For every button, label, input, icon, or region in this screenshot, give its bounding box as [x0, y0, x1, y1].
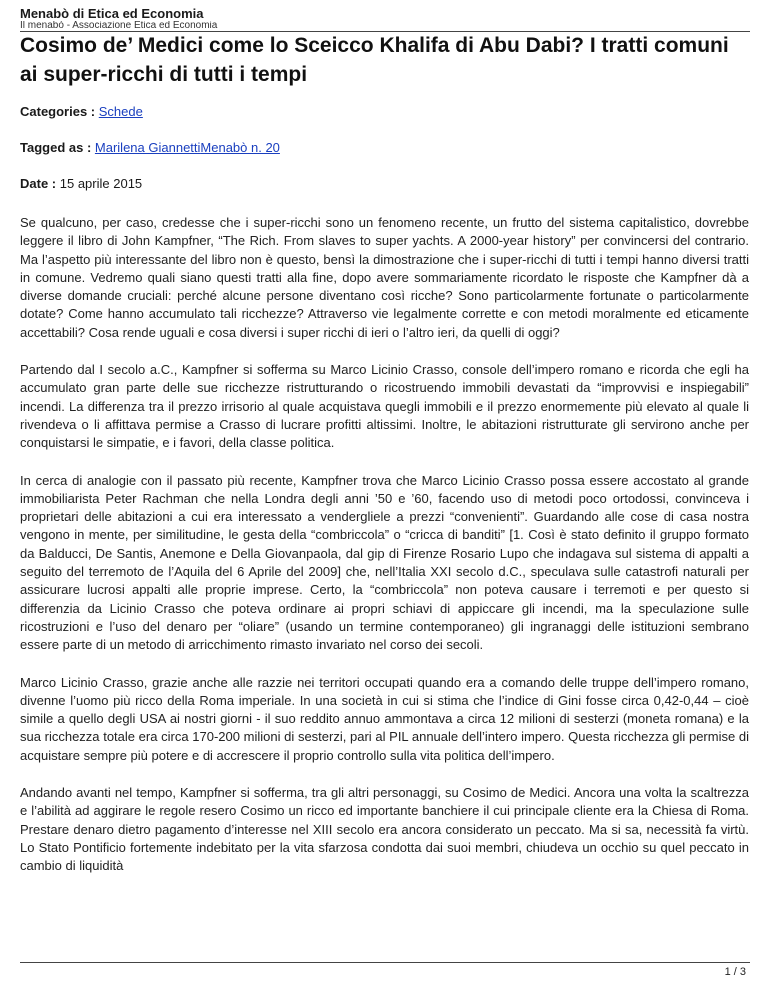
date-label: Date :: [20, 176, 57, 191]
paragraph: Partendo dal I secolo a.C., Kampfner si sofferma su Marco Licinio Crasso, console dell’impero romano e ricorda che egli ha accumulato gran parte delle sue ricchezze ristrutturando o ricostruendo immobili devastati da “improvvisi e inspiegabili” incendi. La differenza tra il prezzo irrisorio al quale acquistava quegli immobili e il prezzo enormemente più elevato al quale li rivendeva o li affittava permise a Crasso di lucrare profitti altissimi. Inoltre, le abitazioni ristrutturate gli servirono anche per conquistarsi le simpatie, e i favori, della classe politica.: [20, 362, 749, 451]
date-row: [20, 176, 142, 192]
footer-rule: [20, 962, 750, 963]
site-subtitle: Il menabò - Associazione Etica ed Economia: [20, 21, 218, 30]
categories-label: Categories :: [20, 104, 96, 119]
tags-row: [20, 140, 280, 156]
paragraph: In cerca di analogie con il passato più recente, Kampfner trova che Marco Licinio Crasso possa essere accostato al grande immobiliarista Peter Rachman che nella Londra degli anni ’50 e ’60, facendo uso di metodi poco ortodossi, convinceva i proprietari delle abitazioni a cui era interessato a vendergliele a prezzi “convenienti”. Guardando alle cose di casa nostra vengono in mente, per similitudine, le gesta della “combriccola” o “cricca di banditi” [1. Così è stato definito il gruppo formato da Balducci, De Santis, Anemone e Della Giovanpaola, dal gip di Firenze Rosario Lupo che indagava sul sistema di appalti a seguito del terremoto de l’Aquila del 6 Aprile del 2009] che, nell’Italia XXI secolo d.C., speculava sulle catastrofi naturali per assicurare lucrosi appalti alle proprie imprese. Certo, la “combriccola” non poteva causare i terremoti e per questo si differenzia da Licinio Crasso che poteva ordinare ai propri schiavi di appiccare gli incendi, ma la speculazione sulle ricostruzioni e l’uso del denaro per “oliare” (usando un termine contemporaneo) gli ingranaggi delle istituzioni sembrano essere parte di un metodo di arricchimento rimasto invariato nel corso dei secoli.: [20, 472, 749, 653]
article-body: [20, 214, 749, 895]
tags-label: Tagged as :: [20, 140, 92, 155]
tag-link-author[interactable]: Marilena Giannetti: [94, 140, 201, 155]
paragraph: Se qualcuno, per caso, credesse che i super-ricchi sono un fenomeno recente, un frutto del sistema capitalistico, dovrebbe leggere il libro di John Kampfner, “The Rich. From slaves to super yachts. A 2000-year history” per convincersi del contrario. Ma l’aspetto più interessante del libro non è questo, bensì la dimostrazione che i super-ricchi di tutti i tempi hanno diversi tratti in comune. Vedremo quali siano questi tratti alla fine, dopo avere sommariamente ricordato le risposte che Kampfner dà a diverse domande cruciali: perché alcune persone diventano così ricche? Sono particolarmente fortunate o particolarmente dotate? Come hanno accumulato tali ricchezze? Attraverso vie legalmente corrette e con metodi moralmente ed eticamente accettabili? Cosa rende uguali e cosa diversi i super ricchi di ieri o l’altro ieri, da quelli di oggi?: [20, 215, 749, 340]
categories-row: [20, 104, 143, 120]
page-number: 1 / 3: [724, 966, 746, 978]
paragraph: Andando avanti nel tempo, Kampfner si sofferma, tra gli altri personaggi, su Cosimo de Medici. Ancora una volta la scaltrezza e l’abilità ad aggirare le regole resero Cosimo un ricco ed importante banchiere il cui principale cliente era la Chiesa di Roma. Prestare denaro dietro pagamento d’interesse nel XIII secolo era ancora considerato un peccato. Ma si sa, necessità fa virtù. Lo Stato Pontificio fortemente indebitato per la vita sfarzosa condotta dai suoi membri, chiudeva un occhio su quel peccato in cambio di liquidità: [20, 785, 749, 874]
tag-link-issue[interactable]: Menabò n. 20: [200, 140, 280, 155]
article-title: Cosimo de’ Medici come lo Sceicco Khalifa di Abu Dabi? I tratti comuni ai super-ricchi di tutti i tempi: [20, 34, 729, 86]
site-title: Menabò di Etica ed Economia: [20, 6, 204, 21]
date-value: 15 aprile 2015: [59, 176, 143, 191]
paragraph: Marco Licinio Crasso, grazie anche alle razzie nei territori occupati quando era a comando delle truppe dell’impero romano, divenne l’uomo più ricco della Roma imperiale. In una società in cui si stima che l’indice di Gini fosse circa 0,42-0,44 – cioè simile a quello degli USA ai nostri giorni - il suo reddito annuo ammontava a circa 12 milioni di sesterzi (moneta romana) e la sua ricchezza totale era circa 170-200 milioni di sesterzi, pari al PIL annuale dell’intero impero. Questa ricchezza gli permise di acquistare sempre più potere e di accrescere il proprio controllo sulla vita politica dell’impero.: [20, 674, 749, 763]
page-header: [20, 6, 750, 32]
category-link[interactable]: Schede: [98, 104, 143, 119]
